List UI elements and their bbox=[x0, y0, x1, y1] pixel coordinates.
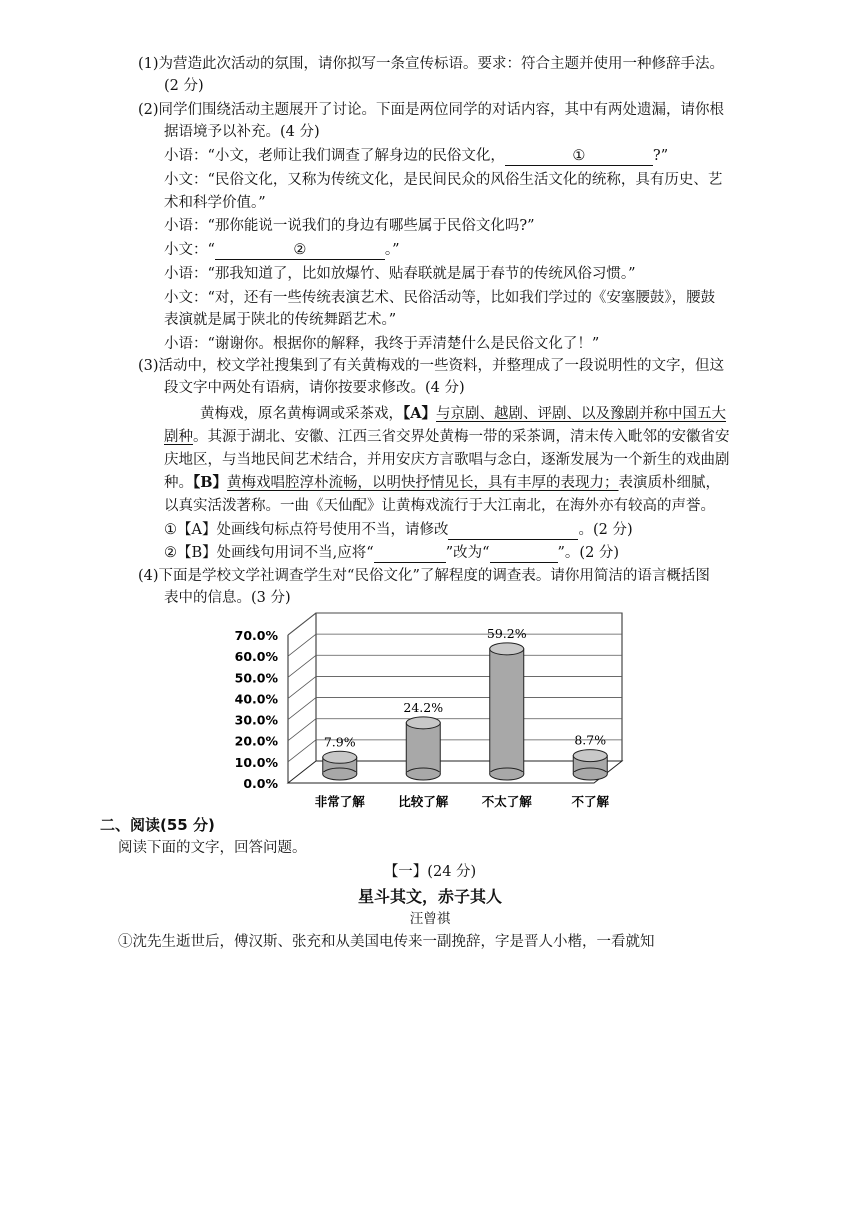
dialogue-line-7: 小语：“谢谢你。根据你的解释，我终于弄清楚什么是民俗文化了！” bbox=[164, 336, 600, 352]
answer-blank-a[interactable] bbox=[448, 521, 578, 540]
chart-gridline-side bbox=[288, 740, 316, 762]
x-category-label: 非常了解 bbox=[314, 794, 365, 809]
dialogue-line-2b: 术和科学价值。” bbox=[164, 195, 266, 211]
dialogue-line-6a: 小文：“对，还有一些传统表演艺术、民俗活动等，比如我们学过的《安塞腰鼓》，腰鼓 bbox=[164, 290, 716, 306]
article-para-1: ①沈先生逝世后，傅汉斯、张充和从美国电传来一副挽辞，字是晋人小楷，一看就知 bbox=[118, 934, 655, 950]
chart-gridline-side bbox=[288, 613, 316, 635]
answer-blank-2[interactable]: ② bbox=[215, 241, 385, 260]
chart-x-axis bbox=[315, 794, 610, 809]
bar-base-fill bbox=[490, 772, 523, 775]
dialogue-line-6b: 表演就是属于陕北的传统舞蹈艺术。” bbox=[164, 312, 397, 328]
y-tick-label: 20.0% bbox=[234, 733, 278, 749]
bar-2 bbox=[403, 700, 443, 780]
y-tick-label: 50.0% bbox=[234, 670, 278, 686]
x-category-label: 不太了解 bbox=[481, 794, 532, 809]
answer-blank-1[interactable]: ① bbox=[505, 147, 653, 166]
q4-line2: 表中的信息。(3 分) bbox=[164, 590, 291, 606]
y-tick-label: 40.0% bbox=[234, 691, 278, 707]
bar-base-fill bbox=[574, 772, 607, 775]
y-tick-label: 0.0% bbox=[243, 776, 278, 791]
section-heading: 二、阅读(55 分) bbox=[100, 816, 215, 834]
tag-a: 【A】 bbox=[403, 405, 437, 422]
bar-3 bbox=[487, 626, 527, 780]
dialogue-line-2a: 小文：“民俗文化，又称为传统文化，是民间民众的风俗生活文化的统称，具有历史、艺 bbox=[164, 172, 723, 188]
section-intro: 阅读下面的文字，回答问题。 bbox=[118, 840, 307, 856]
bar-top bbox=[490, 643, 524, 655]
underlined-sentence-a: 与京剧、越剧、评剧、以及豫剧并称中国五大 bbox=[436, 406, 727, 422]
dialogue-line-1: 小语：“小文，老师让我们调查了解身边的民俗文化， ① ?” bbox=[164, 148, 669, 164]
q1-line1: (1)为营造此次活动的氛围，请你拟写一条宣传标语。要求：符合主题并使用一种修辞手法。 bbox=[138, 56, 725, 72]
chart-gridline-side bbox=[288, 634, 316, 656]
passage-line-2: 剧种。其源于湖北、安徽、江西三省交界处黄梅一带的采茶调，清末传入毗邻的安徽省安 bbox=[164, 429, 730, 445]
y-tick-label: 60.0% bbox=[234, 649, 278, 665]
bar-top bbox=[406, 717, 440, 729]
bar-4 bbox=[573, 733, 607, 780]
y-tick-label: 10.0% bbox=[234, 754, 278, 770]
bar-top bbox=[573, 750, 607, 762]
bar-base-fill bbox=[407, 772, 440, 775]
q3-line1: (3)活动中，校文学社搜集到了有关黄梅戏的一些资料，并整理成了一段说明性的文字，但这 bbox=[138, 358, 725, 374]
dialogue-line-5: 小语：“那我知道了，比如放爆竹、贴春联就是属于春节的传统风俗习惯。” bbox=[164, 266, 636, 282]
survey-bar-chart bbox=[226, 604, 626, 814]
dialogue-line-3: 小语：“那你能说一说我们的身边有哪些属于民俗文化吗?” bbox=[164, 218, 535, 234]
chart-y-axis bbox=[235, 628, 279, 791]
bar-1 bbox=[323, 734, 357, 780]
passage-line-5: 以真实活泼著称。一曲《天仙配》让黄梅戏流行于大江南北，在海外亦有较高的声誉。 bbox=[164, 498, 715, 514]
answer-blank-b1[interactable] bbox=[374, 544, 446, 563]
part-label: 【一】(24 分) bbox=[383, 864, 477, 880]
y-tick-label: 70.0% bbox=[234, 628, 278, 643]
chart-gridline-side bbox=[288, 719, 316, 741]
q4-line1: (4)下面是学校文学社调查学生对“民俗文化”了解程度的调查表。请你用简洁的语言概括图 bbox=[138, 568, 710, 584]
data-label: 24.2% bbox=[403, 699, 444, 715]
chart-gridline-side bbox=[288, 655, 316, 677]
bar-top bbox=[323, 751, 357, 763]
data-label: 59.2% bbox=[486, 625, 527, 641]
q1-score: (2 分) bbox=[164, 78, 204, 94]
article-title: 星斗其文，赤子其人 bbox=[357, 887, 502, 906]
x-category-label: 不了解 bbox=[571, 794, 610, 809]
bar-body bbox=[406, 723, 440, 774]
bar-base-fill bbox=[323, 772, 356, 775]
chart-gridline-side bbox=[288, 676, 316, 698]
chart-gridline-side bbox=[288, 698, 316, 720]
q2-line1: (2)同学们围绕活动主题展开了讨论。下面是两位同学的对话内容，其中有两处遗漏，请你根 bbox=[138, 102, 725, 118]
answer-blank-b2[interactable] bbox=[490, 544, 558, 563]
tag-b: 【B】 bbox=[193, 474, 228, 491]
passage-line-1: 黄梅戏，原名黄梅调或采茶戏，【A】与京剧、越剧、评剧、以及豫剧并称中国五大 bbox=[200, 405, 727, 422]
q2-line2: 据语境予以补充。(4 分) bbox=[164, 124, 320, 140]
q3-sub-b: ②【B】处画线句用词不当,应将“ ”改为“ ”。(2 分) bbox=[164, 545, 620, 561]
passage-line-3: 庆地区，与当地民间艺术结合，并用安庆方言歌唱与念白，逐渐发展为一个新生的戏曲剧 bbox=[164, 452, 730, 468]
chart-bars bbox=[323, 626, 608, 780]
passage-line-4: 种。【B】黄梅戏唱腔淳朴流畅，以明快抒情见长，具有丰厚的表现力；表演质朴细腻， bbox=[164, 474, 721, 491]
underlined-sentence-b: 黄梅戏唱腔淳朴流畅，以明快抒情见长，具有丰厚的表现力； bbox=[227, 475, 619, 491]
data-label: 8.7% bbox=[574, 732, 607, 748]
data-label: 7.9% bbox=[323, 734, 356, 750]
bar-body bbox=[490, 649, 524, 774]
dialogue-line-4: 小文：“ ② 。” bbox=[164, 242, 400, 258]
article-author: 汪曾祺 bbox=[409, 911, 451, 927]
x-category-label: 比较了解 bbox=[398, 794, 449, 809]
q3-sub-a: ①【A】处画线句标点符号使用不当，请修改 。(2 分) bbox=[164, 522, 633, 538]
q3-line2: 段文字中两处有语病，请你按要求修改。(4 分) bbox=[164, 380, 465, 396]
y-tick-label: 30.0% bbox=[234, 712, 278, 728]
